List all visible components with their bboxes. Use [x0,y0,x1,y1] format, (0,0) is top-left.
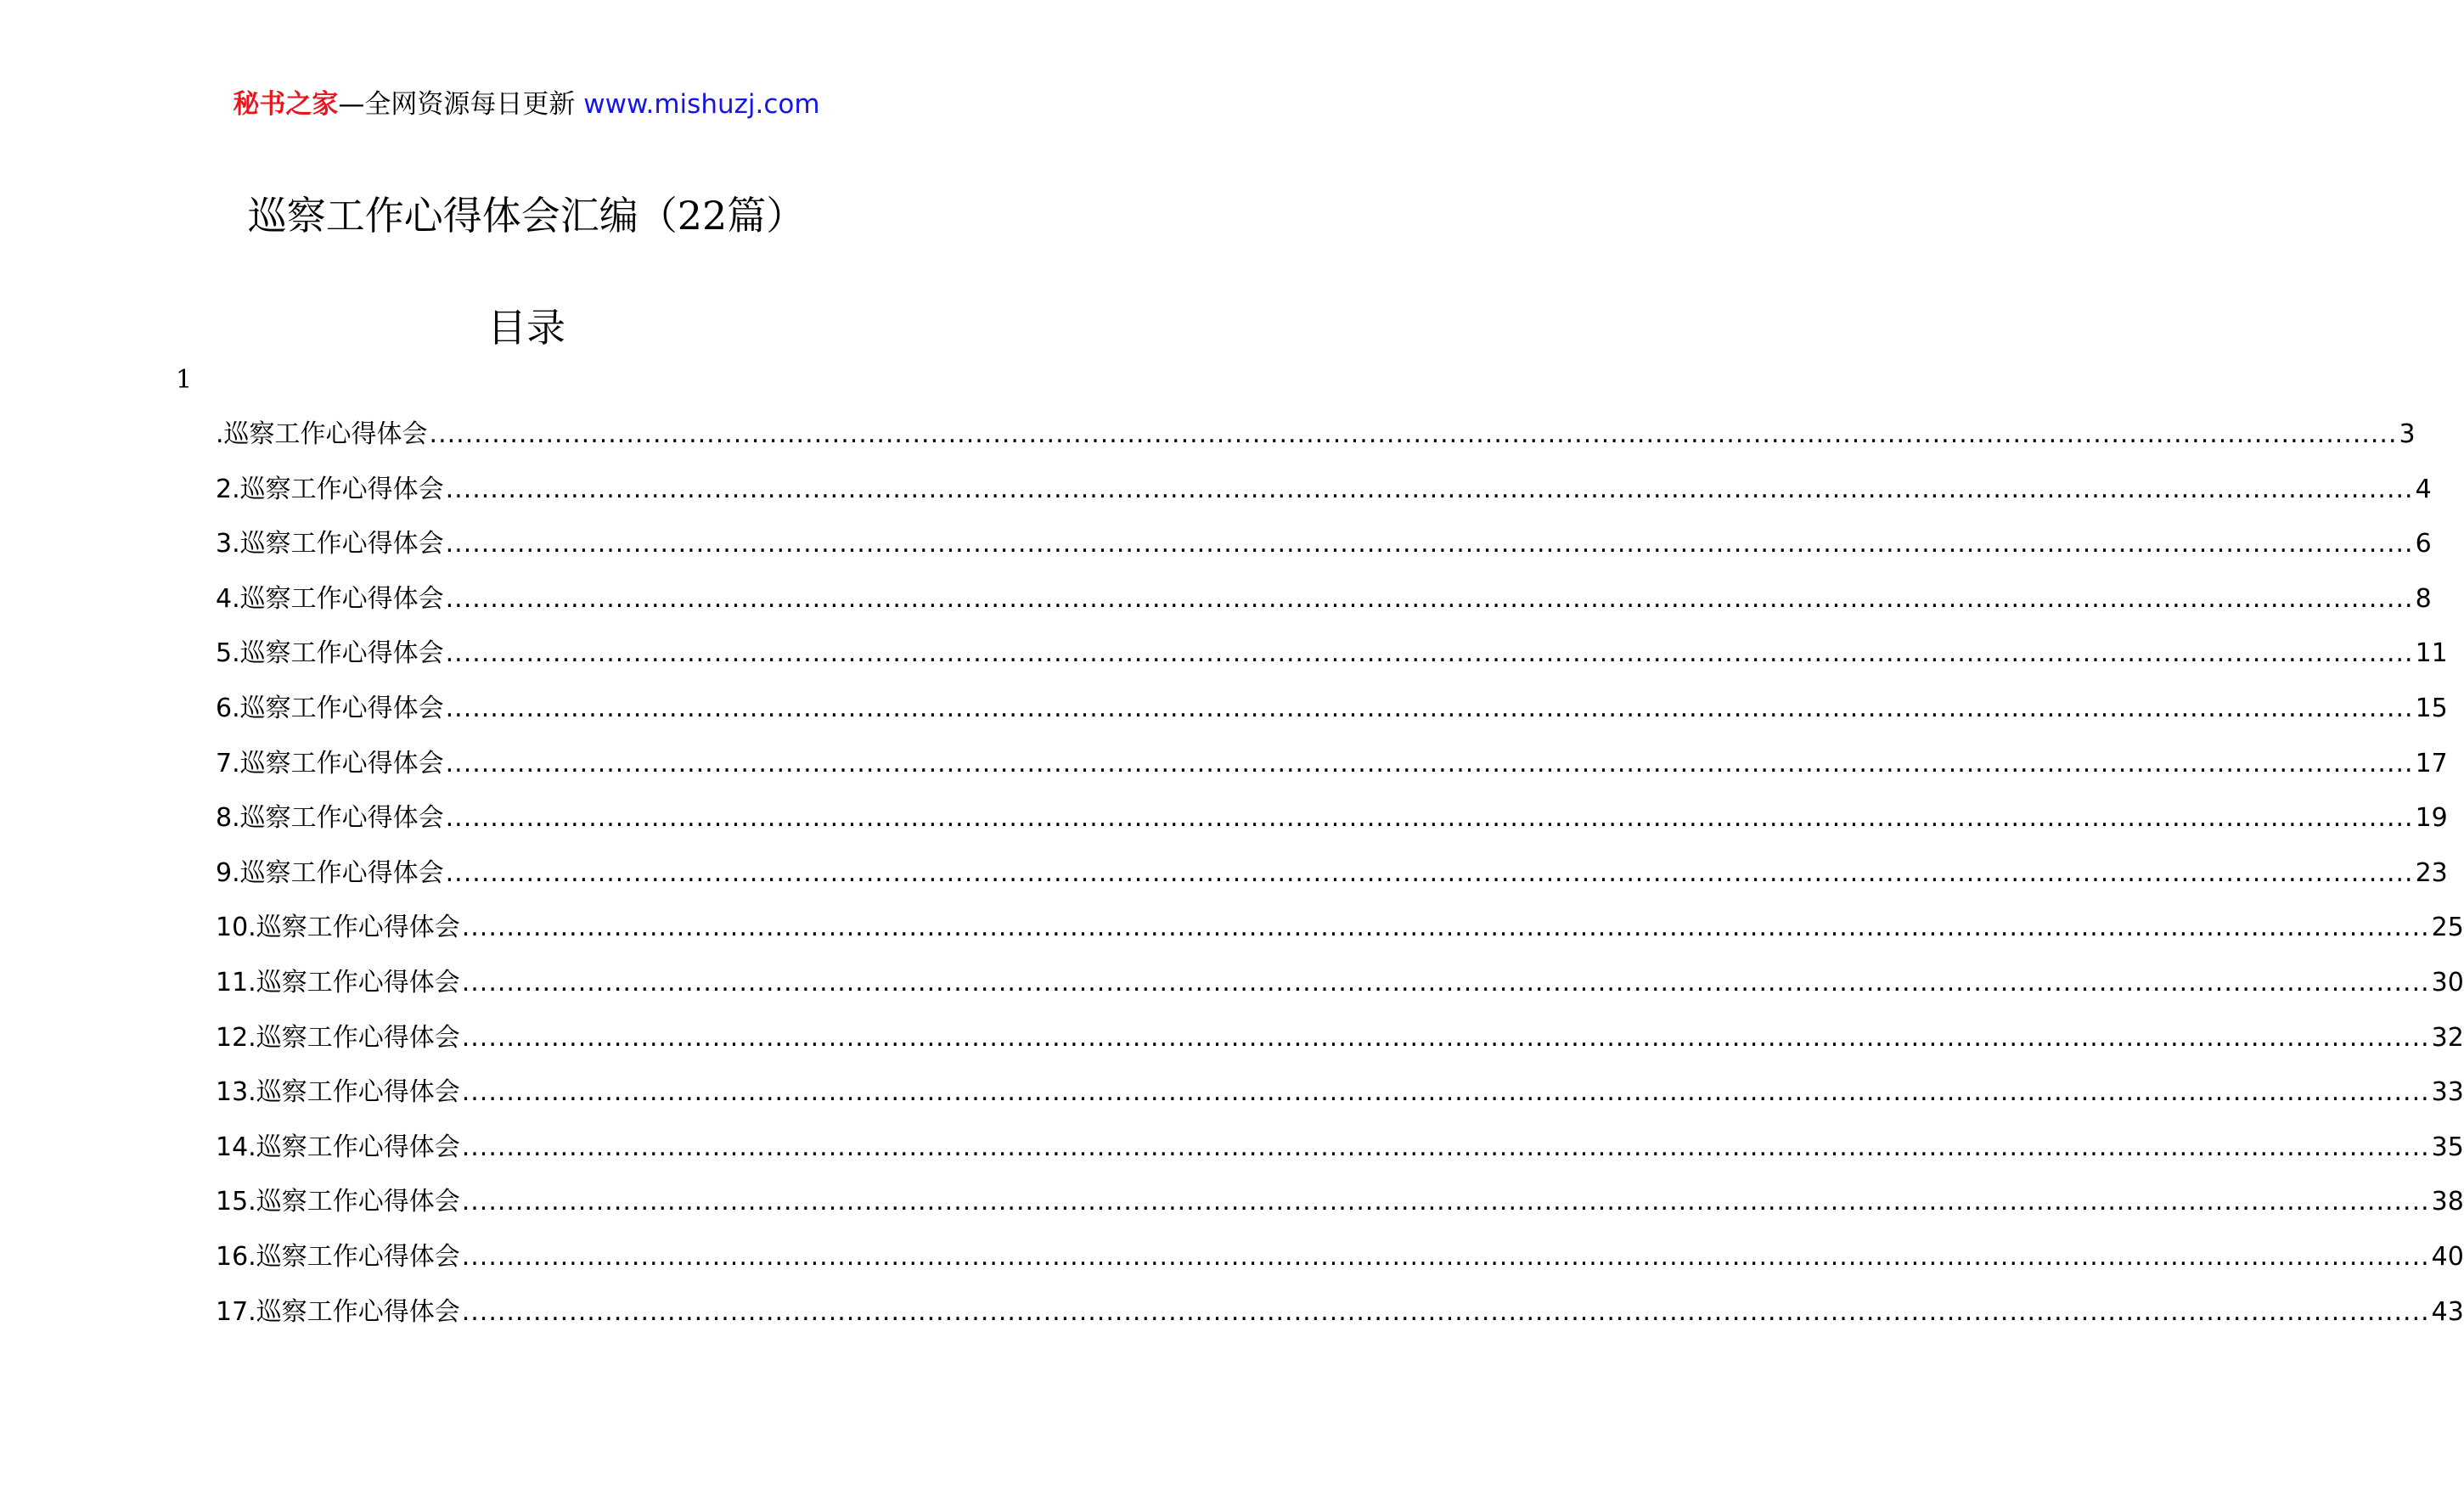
toc-leader-dots: ............................................................................................................................................................................................................................ [461,1132,2430,1162]
toc-entry-label: 6.巡察工作心得体会 [216,693,444,723]
toc-entry-page-number: 19 [2415,803,2448,834]
toc-leader-dots: ............................................................................................................................................................................................................................ [445,638,2414,669]
toc-entry-page-number: 35 [2431,1132,2464,1162]
stray-number: 1 [176,365,193,395]
toc-entry-page-number: 32 [2431,1022,2464,1053]
toc-entry-label: 14.巡察工作心得体会 [216,1132,460,1162]
toc-entry[interactable] [216,1295,2464,1351]
toc-entry-label: 8.巡察工作心得体会 [216,803,444,834]
toc-entry[interactable] [216,582,2432,638]
site-header [0,85,1053,124]
toc-leader-dots: ............................................................................................................................................................................................................................ [445,693,2414,723]
toc-entry[interactable] [216,418,2416,473]
toc-entry[interactable] [216,1185,2464,1240]
toc-entry-page-number: 43 [2431,1296,2464,1327]
toc-entry-page-number: 11 [2415,638,2448,669]
toc-leader-dots: ............................................................................................................................................................................................................................ [445,857,2414,888]
toc-leader-dots: ............................................................................................................................................................................................................................ [445,529,2414,559]
toc-entry-page-number: 40 [2431,1241,2464,1272]
toc-leader-dots: ............................................................................................................................................................................................................................ [461,1296,2430,1327]
toc-entry[interactable] [216,857,2448,912]
toc-entry-page-number: 6 [2415,529,2432,559]
header-tagline: —全网资源每日更新 [338,89,576,120]
toc-entry-label: 10.巡察工作心得体会 [216,913,460,943]
title-prefix: 巡察工作心得体会汇编（ [247,193,678,239]
toc-entry[interactable] [216,747,2448,802]
toc-entry[interactable] [216,911,2464,966]
toc-entry-label: 15.巡察工作心得体会 [216,1187,460,1217]
toc-entry-label: 4.巡察工作心得体会 [216,583,444,614]
brand-name: 秘书之家 [233,89,339,120]
toc-entry[interactable] [216,1240,2464,1295]
toc-entry-label: 11.巡察工作心得体会 [216,967,460,997]
toc-entry-page-number: 33 [2431,1077,2464,1108]
toc-leader-dots: ............................................................................................................................................................................................................................ [461,1241,2430,1272]
toc-entry[interactable] [216,1021,2464,1076]
toc-leader-dots: ............................................................................................................................................................................................................................ [461,1077,2430,1108]
toc-entry-page-number: 23 [2415,857,2448,888]
table-of-contents [216,418,2464,1350]
toc-entry-label: 16.巡察工作心得体会 [216,1241,460,1272]
toc-entry-label: 13.巡察工作心得体会 [216,1077,460,1108]
toc-heading: 目录 [487,305,565,351]
toc-entry-page-number: 17 [2415,748,2448,778]
toc-entry[interactable] [216,801,2448,857]
toc-entry-page-number: 38 [2431,1187,2464,1217]
toc-entry-page-number: 30 [2431,967,2464,997]
toc-leader-dots: ............................................................................................................................................................................................................................ [461,1022,2430,1053]
site-url-link[interactable]: www.mishuzj.com [583,89,820,120]
toc-entry-label: 9.巡察工作心得体会 [216,857,444,888]
toc-entry-label: 17.巡察工作心得体会 [216,1296,460,1327]
toc-leader-dots: ............................................................................................................................................................................................................................ [461,913,2430,943]
toc-entry[interactable] [216,473,2432,528]
toc-leader-dots: ............................................................................................................................................................................................................................ [461,967,2430,997]
title-number: 22 [677,193,728,239]
toc-entry[interactable] [216,692,2448,747]
toc-entry-label: 2.巡察工作心得体会 [216,474,444,504]
toc-entry-label: 7.巡察工作心得体会 [216,748,444,778]
toc-entry[interactable] [216,1131,2464,1186]
toc-leader-dots: ............................................................................................................................................................................................................................ [461,1187,2430,1217]
toc-entry-page-number: 8 [2415,583,2432,614]
title-suffix: 篇） [727,193,806,239]
toc-entry-page-number: 25 [2431,913,2464,943]
toc-leader-dots: ............................................................................................................................................................................................................................ [445,748,2414,778]
toc-entry-page-number: 15 [2415,693,2448,723]
document-title [0,188,1053,243]
toc-entry-label: 3.巡察工作心得体会 [216,529,444,559]
toc-leader-dots: ............................................................................................................................................................................................................................ [445,583,2414,614]
toc-leader-dots: ............................................................................................................................................................................................................................ [445,474,2414,504]
toc-entry[interactable] [216,1076,2464,1131]
toc-entry-page-number: 3 [2399,419,2416,449]
toc-leader-dots: ............................................................................................................................................................................................................................ [429,419,2398,449]
toc-entry-page-number: 4 [2415,474,2432,504]
toc-entry[interactable] [216,527,2432,582]
toc-entry-label: 12.巡察工作心得体会 [216,1022,460,1053]
toc-entry[interactable] [216,637,2448,692]
toc-entry[interactable] [216,966,2464,1021]
toc-entry-label: 5.巡察工作心得体会 [216,638,444,669]
toc-leader-dots: ............................................................................................................................................................................................................................ [445,803,2414,834]
toc-entry-label: .巡察工作心得体会 [216,419,428,449]
